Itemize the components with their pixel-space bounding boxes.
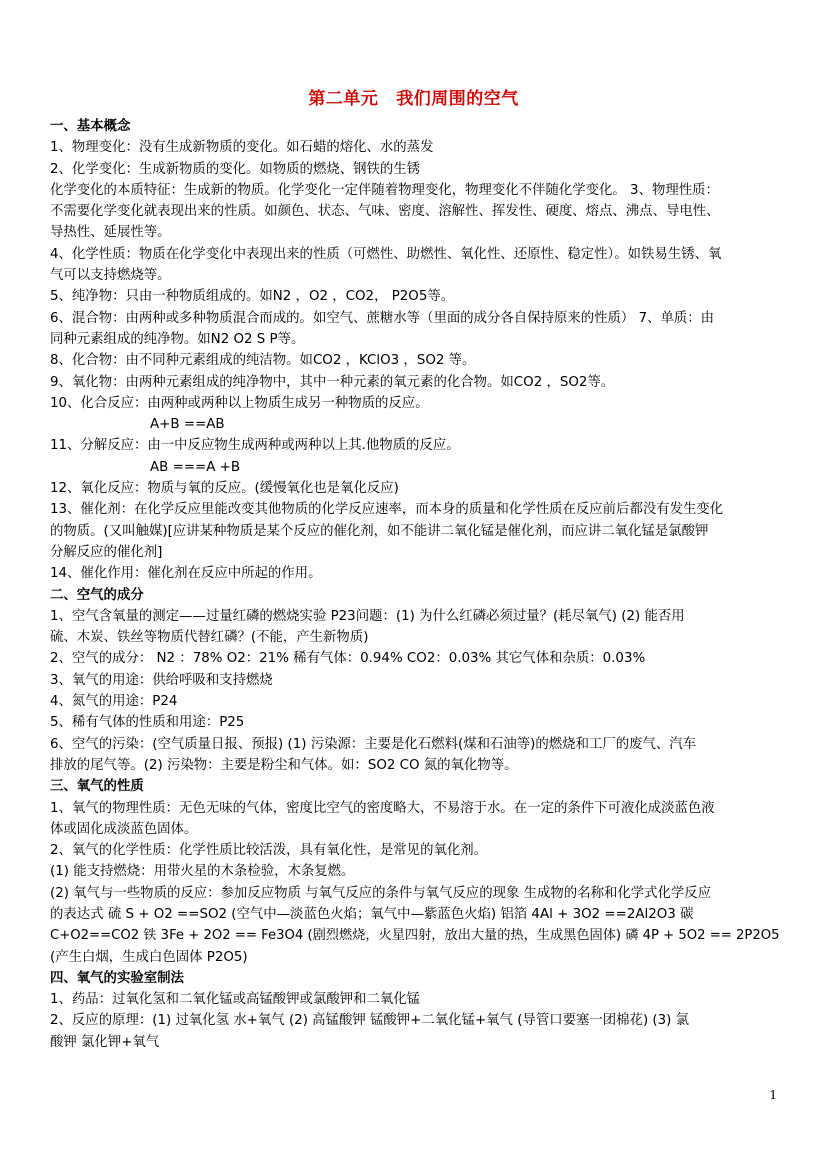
- text-line: 2、氧气的化学性质：化学性质比较活泼，具有氧化性，是常见的氧化剂。: [50, 843, 488, 859]
- text-line: (2) 氧气与一些物质的反应：参加反应物质 与氧气反应的条件与氧气反应的现象 生成物的名称和化学式化学反应: [50, 885, 712, 901]
- text-line: 排放的尾气等。(2) 污染物：主要是粉尘和气体。如：SO2 CO 氮的氧化物等。: [50, 757, 518, 773]
- document-body: [50, 116, 780, 1053]
- section-heading: 四、氧气的实验室制法: [50, 970, 184, 986]
- text-line: 3、氧气的用途：供给呼吸和支持燃烧: [50, 672, 273, 688]
- text-line: 化学变化的本质特征：生成新的物质。化学变化一定伴随着物理变化，物理变化不伴随化学变化。 3、物理性质：: [50, 182, 719, 198]
- text-line: 2、空气的成分： N2 ：78% O2：21% 稀有气体：0.94% CO2：0.03% 其它气体和杂质：0.03%: [50, 651, 646, 667]
- text-line: 1、物理变化：没有生成新物质的变化。如石蜡的熔化、水的蒸发: [50, 140, 434, 156]
- text-line: 的表达式 硫 S + O2 ==SO2 (空气中—淡蓝色火焰；氧气中—紫蓝色火焰) 铝箔 4Al + 3O2 ==2Al2O3 碳: [50, 906, 694, 922]
- text-line: 13、催化剂：在化学反应里能改变其他物质的化学反应速率，而本身的质量和化学性质在反应前后都没有发生变化: [50, 502, 724, 518]
- section-heading: 三、氧气的性质: [50, 779, 144, 795]
- text-line: 10、化合反应：由两种或两种以上物质生成另一种物质的反应。: [50, 395, 429, 411]
- text-line: 14、催化作用：催化剂在反应中所起的作用。: [50, 566, 322, 582]
- equation-line: A+B ==AB: [150, 417, 225, 433]
- text-line: 气可以支持燃烧等。: [50, 268, 171, 284]
- text-line: 2、反应的原理：(1) 过氧化氢 水+氧气 (2) 高锰酸钾 锰酸钾+二氧化锰+氧气 (导管口要塞一团棉花) (3) 氯: [50, 1013, 690, 1029]
- text-line: (产生白烟，生成白色固体 P2O5): [50, 949, 248, 965]
- title-unit: 第二单元: [308, 89, 379, 109]
- text-line: 1、空气含氧量的测定——过量红磷的燃烧实验 P23问题：(1) 为什么红磷必须过量？(耗尽氧气) (2) 能否用: [50, 608, 685, 624]
- title-topic: 我们周围的空气: [396, 89, 519, 109]
- equation-line: AB ===A +B: [150, 459, 241, 475]
- text-line: 同种元素组成的纯净物。如N2 O2 S P等。: [50, 331, 305, 347]
- text-line: 11、分解反应：由一中反应物生成两种或两种以上其.他物质的反应。: [50, 438, 460, 454]
- text-line: (1) 能支持燃烧：用带火星的木条检验，木条复燃。: [50, 864, 355, 880]
- text-line: 12、氧化反应：物质与氧的反应。(缓慢氧化也是氧化反应): [50, 481, 399, 497]
- page-title: [0, 84, 827, 109]
- text-line: 4、氮气的用途：P24: [50, 694, 178, 710]
- text-line: 8、化合物：由不同种元素组成的纯洁物。如CO2 ，KClO3 ，SO2 等。: [50, 353, 476, 369]
- text-line: 5、纯净物：只由一种物质组成的。如N2 ，O2 ，CO2， P2O5等。: [50, 289, 455, 305]
- text-line: 不需要化学变化就表现出来的性质。如颜色、状态、气味、密度、溶解性、挥发性、硬度、熔点、沸点、导电性、: [50, 204, 720, 220]
- text-line: 6、混合物：由两种或多种物质混合而成的。如空气、蔗糖水等（里面的成分各自保持原来的性质） 7、单质：由: [50, 310, 715, 326]
- text-line: 导热性、延展性等。: [50, 225, 171, 241]
- text-line: 分解反应的催化剂]: [50, 544, 163, 560]
- text-line: 9、氧化物：由两种元素组成的纯净物中，其中一种元素的氧元素的化合物。如CO2 ，SO2等。: [50, 374, 615, 390]
- section-heading: 一、基本概念: [50, 119, 131, 134]
- text-line: 体或固化成淡蓝色固体。: [50, 821, 198, 837]
- text-line: 2、化学变化：生成新物质的变化。如物质的燃烧、钢铁的生锈: [50, 161, 421, 177]
- page-number: 1: [769, 1088, 777, 1102]
- text-line: 5、稀有气体的性质和用途：P25: [50, 715, 245, 731]
- section-heading: 二、空气的成分: [50, 587, 144, 603]
- text-line: 硫、木炭、铁丝等物质代替红磷？(不能，产生新物质): [50, 630, 369, 646]
- text-line: 1、氧气的物理性质：无色无味的气体，密度比空气的密度略大，不易溶于水。在一定的条件下可液化成淡蓝色液: [50, 800, 715, 816]
- text-line: 酸钾 氯化钾+氧气: [50, 1034, 160, 1050]
- text-line: 1、药品：过氧化氢和二氧化锰或高锰酸钾或氯酸钾和二氧化锰: [50, 992, 421, 1008]
- text-line: C+O2==CO2 铁 3Fe + 2O2 == Fe3O4 (剧烈燃烧，火星四射，放出大量的热，生成黑色固体) 磷 4P + 5O2 == 2P2O5: [50, 928, 780, 944]
- text-line: 6、空气的污染：(空气质量日报、预报) (1) 污染源：主要是化石燃料(煤和石油等)的燃烧和工厂的废气、汽车: [50, 736, 697, 752]
- text-line: 的物质。(又叫触媒)[应讲某种物质是某个反应的催化剂，如不能讲二氧化锰是催化剂，而应讲二氧化锰是氯酸钾: [50, 523, 709, 539]
- text-line: 4、化学性质：物质在化学变化中表现出来的性质（可燃性、助燃性、氧化性、还原性、稳定性）。如铁易生锈、氧: [50, 246, 722, 262]
